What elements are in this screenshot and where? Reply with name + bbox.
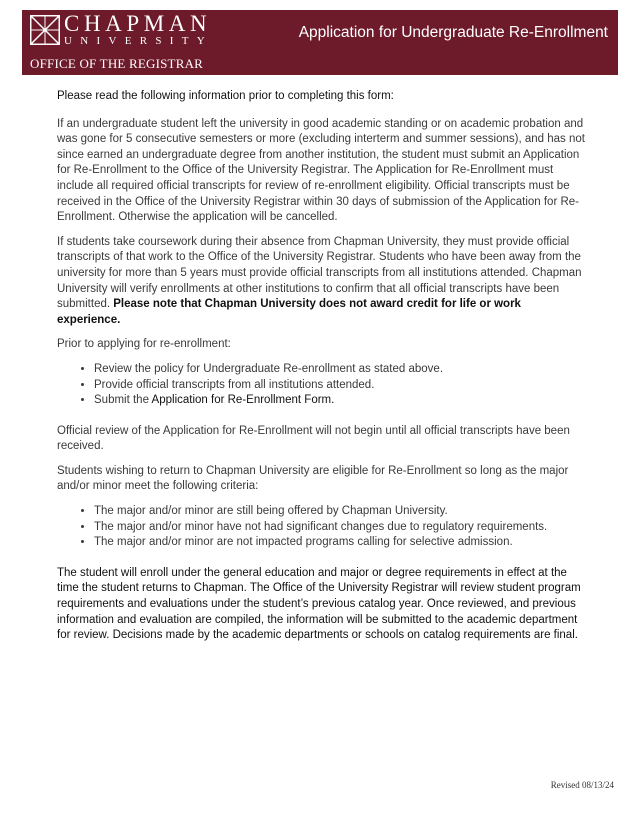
transcripts-text: If students take coursework during their absence from Chapman University, they must provide official transcripts of that work to the Office of the University Registrar. Students who have been away from the university for more than 5 years must provide official transcripts from all institutions attended. Chapman University will verify enrollments at other institutions to confirm that all official transcripts have been submitted. [57,235,582,311]
application-form-link[interactable]: Application for Re-Enrollment Form. [151,394,335,407]
prior-heading: Prior to applying for re-enrollment: [57,338,231,351]
eligibility-paragraph: If an undergraduate student left the university in good academic standing or on academic probation and was gone for 5 consecutive semesters or more (excluding interterm and summer sessions), and has not since earned an undergraduate degree from another institution, the student must submit an Application for Re-Enrollment to the Office of the University Registrar. The Application for Re-Enrollment must include all required official transcripts for review of re-enrollment eligibility. Official transcripts must be received in the Office of the University Registrar within 30 days of submission of the Application for Re-Enrollment. Otherwise the application will be cancelled. [57,117,585,224]
prior-list [57,362,587,409]
university-wordmark [64,12,213,47]
list-item: • Provide official transcripts from all institutions attended. [94,378,587,394]
transcripts-paragraph [57,235,587,329]
list-item: • The major and/or minor are still being offered by Chapman University. [94,504,587,520]
revision-date: Revised 08/13/24 [550,780,614,790]
header-banner [22,10,618,75]
final-paragraph: The student will enroll under the general education and major or degree requirements in effect at the time the student returns to Chapman. The Office of the University Registrar will review student program requirements and evaluations under the student’s previous catalog year. Once reviewed, and previous information and evaluation are compiled, the information will be submitted to the academic department for review. Decisions made by the academic departments or schools on catalog requirements are final. [57,566,581,642]
criteria-list [57,504,587,551]
office-name: OFFICE OF THE REGISTRAR [30,56,204,71]
chapman-logo-icon [30,15,60,45]
form-title: Application for Undergraduate Re-Enrollment [298,24,608,41]
list-item: • The major and/or minor have not had significant changes due to regulatory requirements. [94,520,587,536]
list-item: • Review the policy for Undergraduate Re-enrollment as stated above. [94,362,587,378]
list-item: • The major and/or minor are not impacted programs calling for selective admission. [94,535,587,551]
list-item [94,393,587,409]
intro-text: Please read the following information prior to completing this form: [57,90,394,102]
submit-prefix: Submit the [94,394,152,407]
logo-chapman: CHAPMAN [64,11,212,36]
form-instructions [57,89,587,653]
criteria-intro: Students wishing to return to Chapman University are eligible for Re-Enrollment so long as the major and/or minor meet the following criteria: [57,464,569,493]
credit-note: Please note that Chapman University does not award credit for life or work experience. [57,298,521,326]
logo-university: UNIVERSITY [64,35,213,47]
review-paragraph: Official review of the Application for Re-Enrollment will not begin until all official transcripts have been received. [57,424,570,453]
